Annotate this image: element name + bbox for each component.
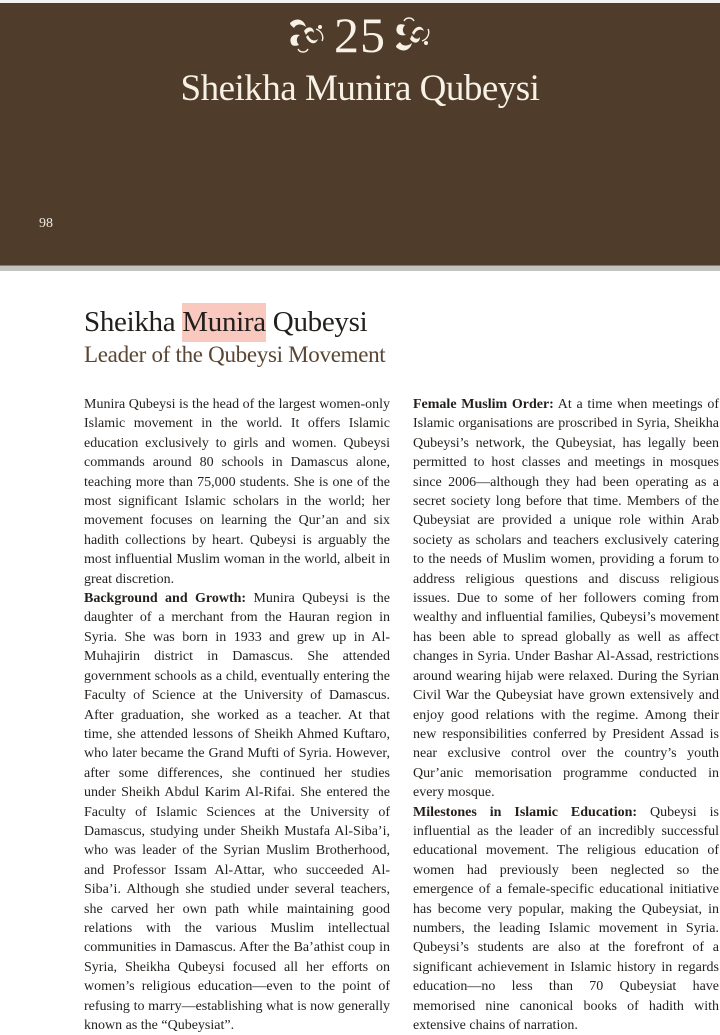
background-body: Munira Qubeysi is the daughter of a merchant from the Hauran region in Syria. She was born in 1933 and grew up in Al-Muhajirin district in Damascus. She attended government schools as a child, eventually entering the Faculty of Science at the University of Damascus. After graduation, she worked as a teacher. At that time, she attended lessons of Sheikh Ahmed Kuftaro, who later became the Grand Mufti of Syria. However, after some differences, she continued her studies under Sheikh Abdul Karim Al-Rifai. She entered the Faculty of Islamic Sciences at the University of Damascus, studying under Sheikh Mustafa Al-Siba’i, who was leader of the Syrian Muslim Brotherhood, and Professor Issam Al-Attar, who succeeded Al-Siba’i. Although she studied under several teachers, she carved her own path while maintaining good relations with the various Muslim intellectual communities in Damascus. After the Ba’athist coup in Syria, Sheikha Qubeysi focused all her efforts on women’s religious education—even to the point of refusing to marry—establishing what is now generally known as the “Qubeysiat”. — [84, 591, 390, 1033]
female-order-body: At a time when meetings of Islamic organisations are proscribed in Syria, Sheikha Qubeysi’s network, the Qubeysiat, has legally been permitted to host classes and meetings in mosques since 2006—although they had been operating as a secret society long before that time. Members of the Qubeysiat are provided a unique role within Arab society as scholars and teachers exclusively catering to the needs of Muslim women, providing a forum to address religious questions and discuss religious issues. Due to some of her followers coming from wealthy and influential families, Qubeysi’s movement has been able to spread globally as well as affect changes in Syria. Under Bashar Al-Assad, restrictions around wearing hijab were relaxed. During the Syrian Civil War the Qubeysiat have grown extensively and enjoy good relations with the regime. Among their new responsibilities conferred by President Assad is near exclusive control over the country’s youth Qur’anic memorisation programme conducted in every mosque. — [413, 397, 719, 801]
milestones-paragraph — [413, 803, 719, 1035]
chapter-number-row — [0, 9, 720, 61]
banner-divider — [0, 266, 720, 271]
right-column — [413, 395, 719, 1035]
highlighted-text[interactable]: Munira — [182, 303, 266, 342]
chapter-banner — [0, 3, 720, 266]
intro-paragraph: Munira Qubeysi is the head of the largest women-only Islamic movement in the world. It offers Islamic education exclusively to girls and women. Qubeysi commands around 80 schools in Damascus alone, teaching more than 75,000 students. She is one of the most significant Islamic scholars in the world; her movement focuses on learning the Qur’an and six hadith collections by heart. Qubeysi is arguably the most influential Muslim woman in the world, albeit in great discretion. — [84, 397, 390, 587]
chapter-number: 25 — [334, 7, 386, 63]
background-paragraph — [84, 589, 390, 1035]
section-title-background: Background and Growth: — [84, 591, 247, 607]
left-column — [84, 395, 390, 1035]
heading-suffix: Qubeysi — [265, 306, 368, 338]
heading-prefix: Sheikha — [84, 306, 183, 338]
article-heading — [84, 306, 367, 339]
fleuron-right-icon — [392, 15, 434, 55]
section-title-female-order: Female Muslim Order: — [413, 397, 554, 412]
milestones-body: Qubeysi is influential as the leader of an incredibly successful educational movement. The religious education of women had previously been neglected so the emergence of a female-specific educational initiative has become very popular, making the Qubeysiat, in numbers, the leading Islamic movement in Syria. Qubeysi’s students are also at the forefront of a significant achievement in Islamic history in regards education—no less than 70 Qubeysiat have memorised nine canonical books of hadith with extensive chains of narration. — [413, 804, 719, 1033]
section-title-milestones: Milestones in Islamic Education: — [413, 804, 638, 820]
female-order-paragraph — [413, 395, 719, 803]
article-subheading: Leader of the Qubeysi Movement — [84, 342, 386, 367]
fleuron-left-icon — [286, 15, 328, 55]
page-number: 98 — [39, 216, 53, 231]
chapter-title: Sheikha Munira Qubeysi — [180, 68, 540, 109]
